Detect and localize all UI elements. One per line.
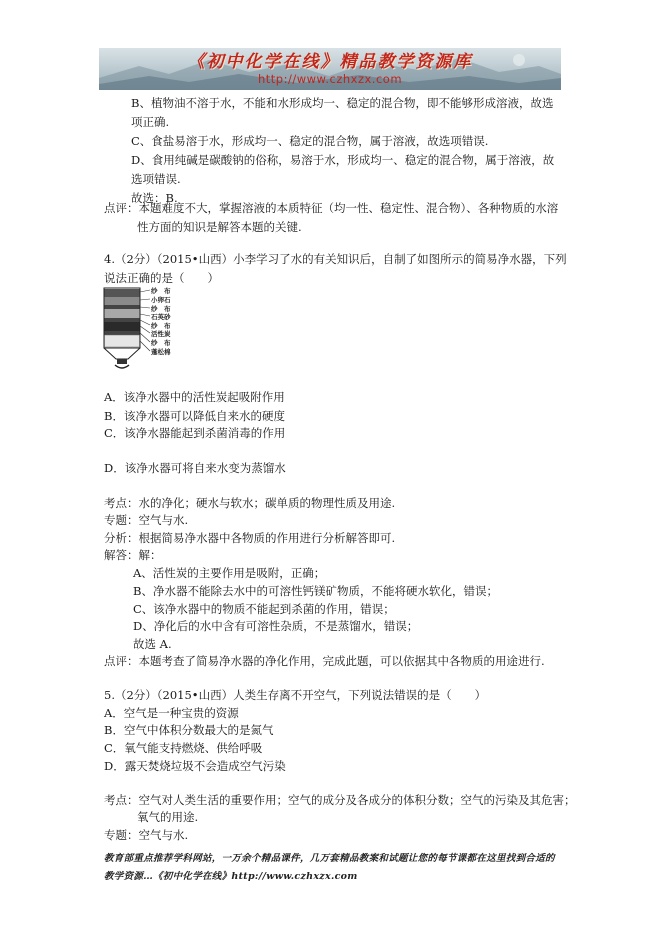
figure-label: 纱 布	[151, 339, 171, 347]
q5-option-b: B．空气中体积分数最大的是氮气	[104, 723, 274, 737]
banner-title: 《初中化学在线》精品教学资源库	[187, 52, 473, 72]
q4-stem-line1: 4.（2分）（2015•山西）小李学习了水的有关知识后，自制了如图所示的简易净水器，下列	[104, 252, 567, 266]
gauze-layer-2	[105, 305, 140, 309]
pebble-layer	[105, 297, 140, 305]
gauze-layer-1	[105, 289, 140, 297]
q5-kaodian-line1: 考点：空气对人类生活的重要作用；空气的成分及各成分的体积分数；空气的污染及其危害；	[104, 793, 576, 807]
q4-solution-a: A、活性炭的主要作用是吸附，正确；	[133, 566, 326, 580]
q3-comment-line2: 性方面的知识是解答本题的关键.	[137, 220, 302, 234]
figure-label: 纱 布	[151, 305, 171, 313]
gauze-layer-4	[105, 331, 140, 335]
quartz-sand-layer	[105, 309, 140, 318]
q4-solution-d: D、净化后的水中含有可溶性杂质，不是蒸馏水，错误；	[133, 619, 419, 633]
q4-zhuanti: 专题：空气与水.	[104, 513, 189, 527]
header-banner	[99, 48, 561, 90]
cotton-layer	[105, 335, 140, 347]
q4-answer: 故选 A.	[133, 637, 172, 651]
q4-option-c: C．该净水器能起到杀菌消毒的作用	[104, 426, 286, 440]
q3-option-b-line2: 项正确.	[131, 115, 170, 129]
q4-solution-c: C、该净水器中的物质不能起到杀菌的作用，错误；	[133, 602, 395, 616]
q3-option-d-line2: 选项错误.	[131, 172, 181, 186]
banner-url[interactable]: http://www.czhxzx.com	[257, 72, 403, 86]
activated-carbon-layer	[105, 322, 140, 331]
q4-option-b: B．该净水器可以降低自来水的硬度	[104, 409, 285, 423]
q4-option-d: D．该净水器可将自来水变为蒸馏水	[104, 461, 286, 475]
figure-label: 纱 布	[151, 322, 171, 330]
figure-label: 石英砂	[151, 313, 171, 321]
q4-jieda: 解答：解：	[104, 548, 162, 562]
water-filter-figure	[102, 285, 192, 379]
q3-option-b-line1: B、植物油不溶于水，不能和水形成均一、稳定的混合物，即不能够形成溶液，故选	[131, 96, 554, 110]
figure-label: 小卵石	[151, 296, 171, 304]
q5-option-a: A．空气是一种宝贵的资源	[104, 706, 239, 720]
gauze-layer-3	[105, 318, 140, 322]
q5-stem: 5.（2分）（2015•山西）人类生存离不开空气，下列说法错误的是（ ）	[104, 688, 487, 702]
footer-line2: 教学资源…《初中化学在线》http://www.czhxzx.com	[104, 871, 358, 882]
q5-option-c: C．氧气能支持燃烧、供给呼吸	[104, 741, 263, 755]
q5-zhuanti: 专题：空气与水.	[104, 828, 189, 842]
q4-fenxi: 分析：根据简易净水器中各物质的作用进行分析解答即可.	[104, 531, 396, 545]
q4-stem-line2: 说法正确的是（ ）	[104, 271, 219, 285]
figure-label: 纱 布	[151, 287, 171, 295]
q4-kaodian: 考点：水的净化；硬水与软水；碳单质的物理性质及用途.	[104, 496, 396, 510]
figure-label: 活性炭	[151, 330, 171, 338]
q5-option-d: D．露天焚烧垃圾不会造成空气污染	[104, 759, 286, 773]
q4-comment: 点评：本题考查了简易净水器的净化作用，完成此题，可以依据其中各物质的用途进行.	[104, 654, 545, 668]
q4-solution-b: B、净水器不能除去水中的可溶性钙镁矿物质，不能将硬水软化，错误；	[133, 584, 498, 598]
q4-option-a: A．该净水器中的活性炭起吸附作用	[104, 390, 285, 404]
q3-option-c: C、食盐易溶于水，形成均一、稳定的混合物，属于溶液，故选项错误.	[131, 134, 489, 148]
figure-label: 蓬松棉	[151, 348, 171, 356]
footer-line1: 教育部重点推荐学科网站，一万余个精品课件，几万套精品教案和试题让您的每节课都在这里找到合适的	[104, 853, 555, 864]
q3-comment-line1: 点评：本题难度不大，掌握溶液的本质特征（均一性、稳定性、混合物）、各种物质的水溶	[104, 201, 559, 215]
q5-kaodian-line2: 氧气的用途.	[137, 810, 199, 824]
q3-option-d-line1: D、食用纯碱是碳酸钠的俗称，易溶于水，形成均一、稳定的混合物，属于溶液，故	[131, 153, 555, 167]
q3-answer: 故选：B.	[131, 191, 178, 205]
